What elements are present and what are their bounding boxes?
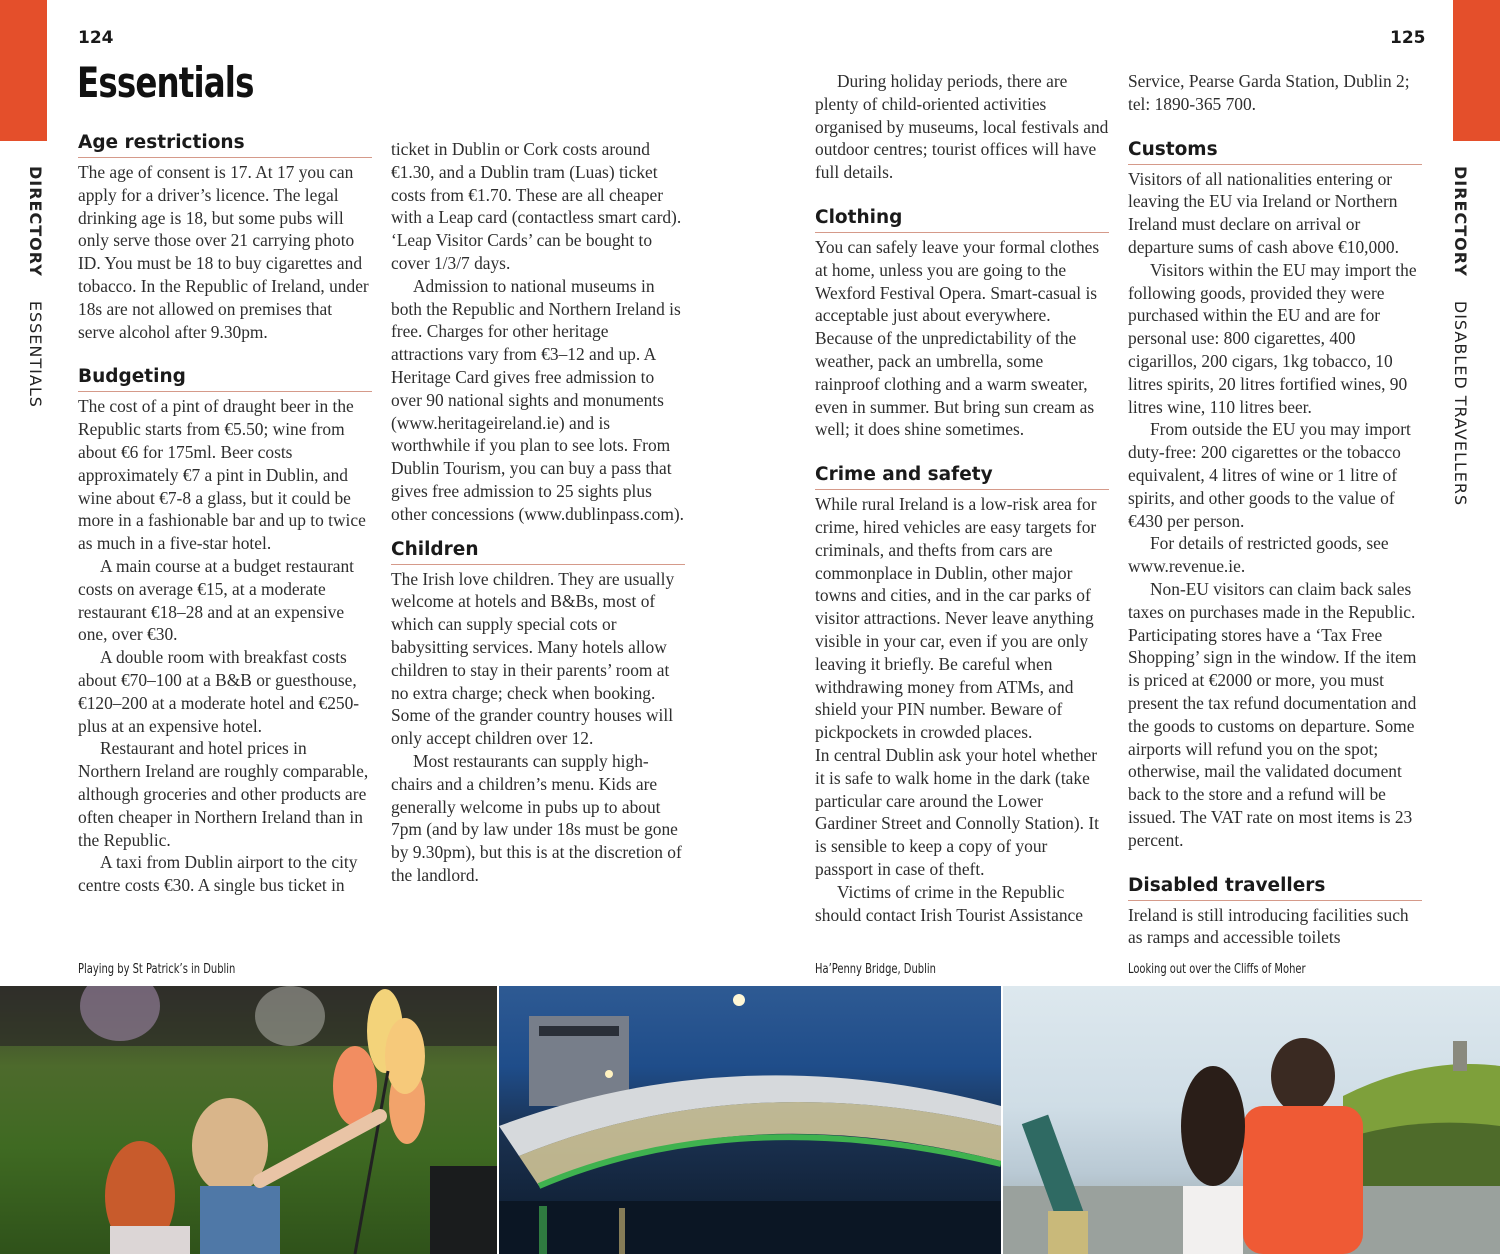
paragraph: Restaurant and hotel prices in Northern Ireland are roughly comparable, although groceries and other products are often cheaper in Northern Ireland than in the Republic.	[78, 738, 369, 850]
photo-caption: Looking out over the Cliffs of Moher	[1128, 962, 1306, 977]
paragraph-continued: Service, Pearse Garda Station, Dublin 2; tel: 1890-365 700.	[1128, 71, 1410, 114]
section-heading-children: Children	[391, 538, 685, 565]
photo-cliffs-of-moher-illustration	[1003, 986, 1500, 1254]
paragraph: The Irish love children. They are usually welcome at hotels and B&Bs, most of which can supply special cots or babysitting services. Many hotels allow children to stay in their parents’ room at no extra charge; check when booking. Some of the grander country houses will only accept children over 12.	[391, 568, 675, 749]
page-number-left: 124	[78, 28, 114, 48]
photo-cliffs-of-moher	[1003, 986, 1500, 1254]
side-nav-left	[26, 166, 45, 408]
photo-hapenny-bridge-illustration	[499, 986, 1001, 1254]
paragraph: Ireland is still introducing facilities such as ramps and accessible toilets	[1128, 904, 1409, 948]
paragraph: A double room with breakfast costs about €70–100 at a B&B or guesthouse, €120–200 at a moderate hotel and €250-plus at an expensive hotel.	[78, 647, 360, 736]
paragraph: In central Dublin ask your hotel whether it is safe to walk home in the dark (take particular care around the Lower Gardiner Street and Connolly Station). It is sensible to keep a copy of your passport in case of theft.	[815, 744, 1099, 879]
paragraph-continued: ticket in Dublin or Cork costs around €1.30, and a Dublin tram (Luas) ticket costs from €1.70. These are all cheaper with a Leap card (contactless smart card). ‘Leap Visitor Cards’ can be bought to cover 1/3/7 days.	[391, 139, 682, 273]
page-title: Essentials	[77, 58, 254, 107]
paragraph: While rural Ireland is a low-risk area for crime, hired vehicles are easy targets for criminals, and thefts from cars are commonplace in Dublin, other major towns and cities, and in the car parks of visitor attractions. Never leave anything visible in your car, even if you are only leaving it briefly. Be careful when withdrawing money from ATMs, and shield your PIN number. Beware of pickpockets in crowded places.	[815, 494, 1097, 743]
section-heading-customs: Customs	[1128, 138, 1422, 165]
section-heading-crime-and-safety: Crime and safety	[815, 463, 1109, 490]
paragraph: Visitors within the EU may import the following goods, provided they were purchased within the EU and are for personal use: 800 cigarettes, 400 cigarillos, 200 cigars, 1kg tobacco, 10 litres spirits, 20 litres fortified wines, 90 litres wine, 110 litres beer.	[1128, 259, 1417, 417]
side-nav-subsection: DISABLED TRAVELLERS	[1451, 300, 1470, 507]
paragraph: The cost of a pint of draught beer in the Republic starts from €5.50; wine from about €6 for 175ml. Beer costs approximately €7 a pint in Dublin, and wine about €7-8 a glass, but it could be more in a fashionable bar and up to twice as much in a five-star hotel.	[78, 396, 366, 554]
side-nav-section: DIRECTORY	[26, 166, 45, 277]
photo-caption: Ha’Penny Bridge, Dublin	[815, 962, 936, 977]
right-page-tab-marker	[1453, 0, 1500, 141]
left-page-tab-marker	[0, 0, 47, 141]
paragraph: From outside the EU you may import duty-free: 200 cigarettes or the tobacco equivalent, 4 litres of wine or 1 litre of spirits, and other goods to the value of €430 per person.	[1128, 419, 1411, 531]
section-heading-clothing: Clothing	[815, 206, 1109, 233]
paragraph: For details of restricted goods, see www.revenue.ie.	[1128, 533, 1389, 577]
text-column-1	[78, 131, 372, 897]
section-heading-age-restrictions: Age restrictions	[78, 131, 372, 158]
section-heading-disabled-travellers: Disabled travellers	[1128, 874, 1422, 901]
paragraph: During holiday periods, there are plenty of child-oriented activities organised by museums, local festivals and outdoor centres; tourist offices will have full details.	[815, 71, 1109, 183]
paragraph: Most restaurants can supply high-chairs and a children’s menu. Kids are generally welcome in pubs up to about 7pm (and by law under 18s must be gone by 9.30pm), but this is at the discretion of the landlord.	[391, 750, 682, 885]
text-column-4	[1128, 70, 1422, 949]
paragraph: You can safely leave your formal clothes at home, unless you are going to the Wexford Festival Opera. Smart-casual is acceptable just about everywhere. Because of the unpredictability of the weather, pack an umbrella, some rainproof clothing and a warm sweater, even in summer. But bring sun cream as well; it does shine sometimes.	[815, 236, 1100, 440]
side-nav-section: DIRECTORY	[1451, 166, 1470, 277]
photo-caption: Playing by St Patrick’s in Dublin	[78, 962, 236, 977]
section-heading-budgeting: Budgeting	[78, 365, 372, 392]
page-number-right: 125	[1390, 28, 1426, 48]
photo-children-pinwheel-illustration	[0, 986, 497, 1254]
paragraph: Victims of crime in the Republic should contact Irish Tourist Assistance	[815, 881, 1083, 925]
paragraph: Admission to national museums in both the Republic and Northern Ireland is free. Charges for other heritage attractions vary from €3–12 and up. A Heritage Card gives free admission to over 90 national sights and monuments (www.heritageireland.ie) and is worthwhile if you plan to see lots. From Dublin Tourism, you can buy a pass that gives free admission to 25 sights plus other concessions (www.dublinpass.com).	[391, 275, 685, 524]
paragraph: Non-EU visitors can claim back sales taxes on purchases made in the Republic. Participating stores have a ‘Tax Free Shopping’ sign in the window. If the item is priced at €2000 or more, you must present the tax refund documentation and the goods to customs on departure. Some airports will refund you on the spot; otherwise, mail the validated document back to the store and a refund will be issued. The VAT rate on most items is 23 percent.	[1128, 578, 1417, 850]
paragraph: A main course at a budget restaurant costs on average €15, at a moderate restaurant €18–28 and at an expensive one, over €30.	[78, 555, 355, 645]
side-nav-subsection: ESSENTIALS	[26, 300, 45, 408]
paragraph: A taxi from Dublin airport to the city centre costs €30. A single bus ticket in	[78, 852, 358, 896]
photo-children-pinwheel	[0, 986, 497, 1254]
paragraph: Visitors of all nationalities entering or leaving the EU via Ireland or Northern Ireland must declare on arrival or departure sums of cash above €10,000.	[1128, 168, 1399, 257]
text-column-2	[391, 138, 685, 887]
text-column-3	[815, 70, 1109, 927]
side-nav-right	[1451, 166, 1470, 506]
photo-hapenny-bridge	[499, 986, 1001, 1254]
paragraph: The age of consent is 17. At 17 you can apply for a driver’s licence. The legal drinking age is 18, but some pubs will only serve those over 21 carrying photo ID. You must be 18 to buy cigarettes and tobacco. In the Republic of Ireland, under 18s are not allowed on premises that serve alcohol after 9.30pm.	[78, 162, 369, 342]
